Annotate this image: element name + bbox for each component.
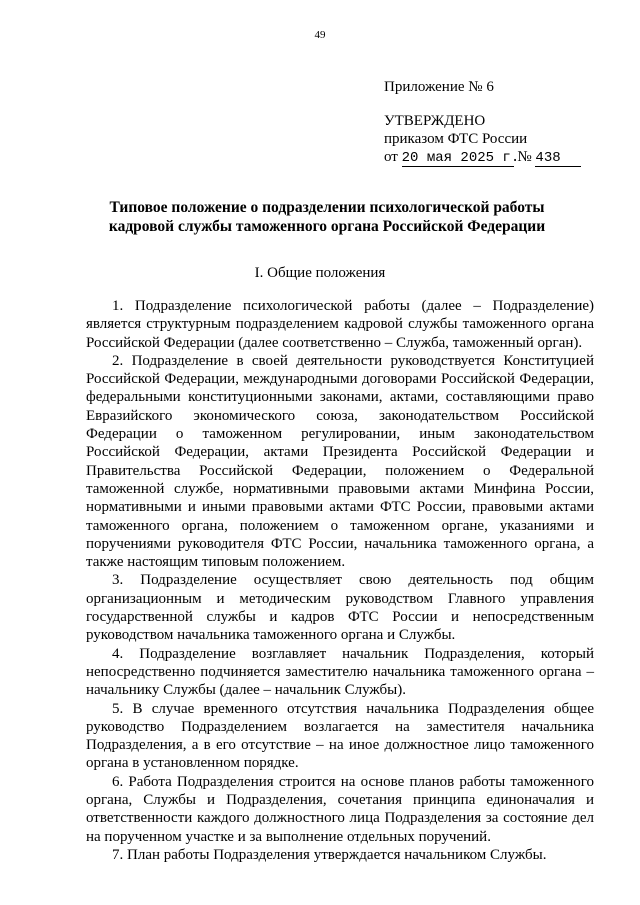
order-number: 438 — [535, 150, 561, 166]
from-label: от — [384, 149, 398, 165]
approved-label: УТВЕРЖДЕНО — [384, 113, 486, 129]
appendix-label: Приложение № 6 — [384, 79, 494, 95]
paragraph: 7. План работы Подразделения утверждается начальником Службы. — [112, 846, 547, 863]
document-title — [76, 198, 578, 236]
title-line-2: кадровой службы таможенного органа Российской Федерации — [108, 218, 546, 235]
page-number: 49 — [314, 29, 326, 41]
paragraph: 6. Работа Подразделения строится на основе планов работы таможенного органа, Службы и Подразделения, сочетания принципа единоначалия и ответственности каждого должностного лица Подразделения за состояние дел на порученном участке и за выполнение отдельных поручений. — [86, 773, 594, 845]
paragraph: 3. Подразделение осуществляет свою деятельность под общим организационным и методическим руководством Главного управления государственной службы и кадров ФТС России и непосредственным руководством начальника таможенного органа и Службы. — [86, 572, 594, 644]
order-label: приказом ФТС России — [384, 131, 528, 147]
paragraph: 4. Подразделение возглавляет начальник Подразделения, который непосредственно подчиняется заместителю начальника таможенного органа – начальнику Службы (далее – начальник Службы). — [86, 645, 594, 699]
paragraph: 1. Подразделение психологической работы (далее – Подразделение) является структурным подразделением кадровой службы таможенного органа Российской Федерации (далее соответственно – Служба, таможенный орган). — [86, 298, 594, 351]
document-body — [86, 297, 594, 864]
approval-block — [384, 112, 581, 167]
order-date-line — [384, 148, 581, 167]
paragraph: 2. Подразделение в своей деятельности руководствуется Конституцией Российской Федерации, международными договорами Российской Федерации, федеральными конституционными законами, актами, составляющими право Евразийского экономического союза, законодательством Российской Федерации о таможенном регулировании, иным законодательством Российской Федерации, актами Президента Российской Федерации и Правительства Российской Федерации, положением о Федеральной таможенной службе, нормативными правовыми актами Минфина России, нормативными и иными правовыми актами ФТС России, правовыми актами таможенного органа, положением о таможенном органе, указаниями и поручениями руководителя ФТС России, начальника таможенного органа, а также настоящим типовым положением. — [86, 352, 594, 571]
number-label: № — [517, 149, 532, 165]
section-heading: I. Общие положения — [254, 265, 386, 281]
order-date: 20 мая 2025 г. — [401, 150, 520, 166]
title-line-1: Типовое положение о подразделении психологической работы — [109, 199, 545, 216]
paragraph: 5. В случае временного отсутствия начальника Подразделения общее руководство Подразделением возлагается на заместителя начальника Подразделения, а в его отсутствие – на иное должностное лицо таможенного органа в установленном порядке. — [86, 700, 594, 772]
